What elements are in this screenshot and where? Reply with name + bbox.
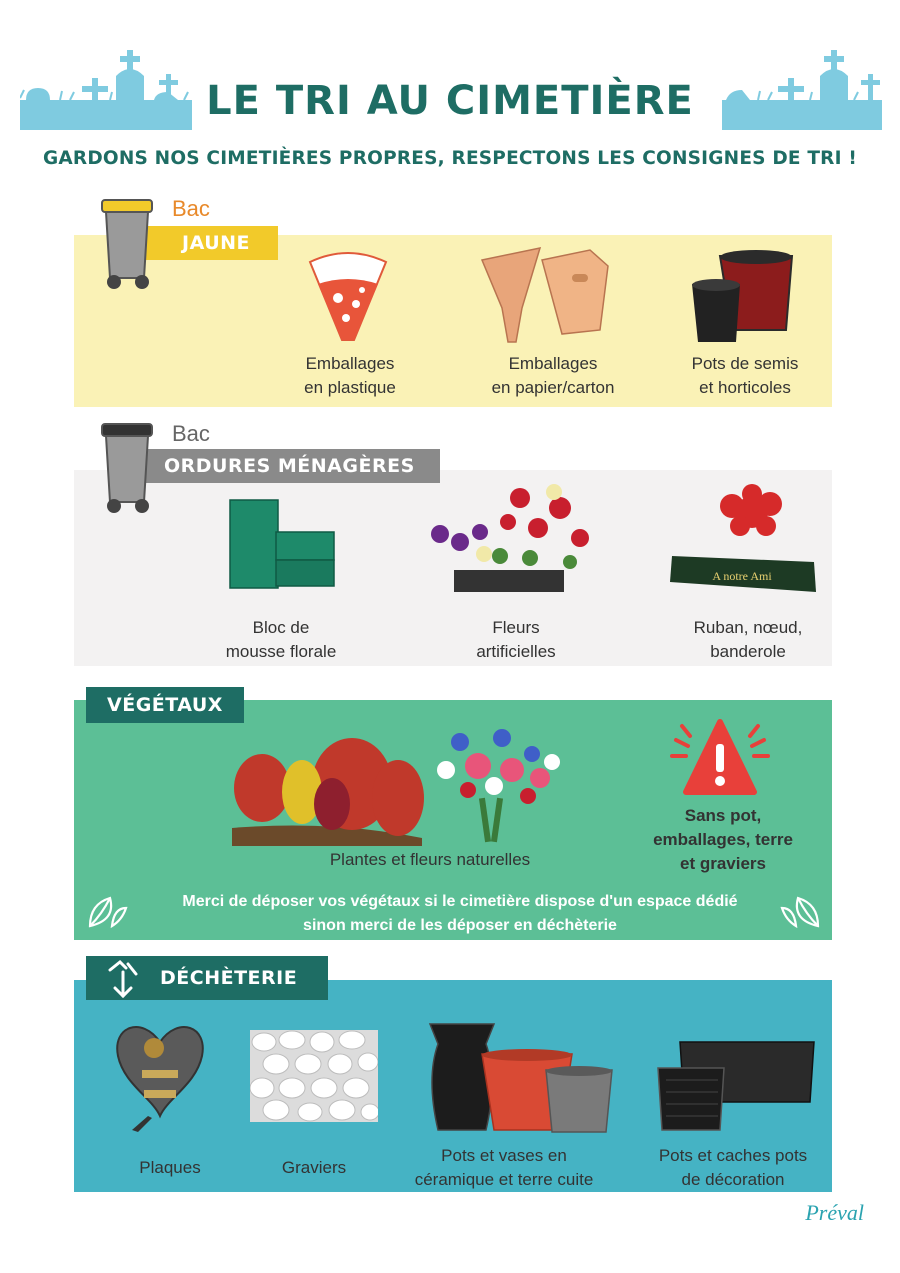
plastic-wrap-icon <box>304 248 392 344</box>
page-title: LE TRI AU CIMETIÈRE <box>206 78 694 124</box>
plaque-icon <box>112 1018 208 1134</box>
ceramic-vases-icon <box>424 1018 616 1134</box>
recycling-center-icon <box>102 958 144 1000</box>
artificial-flowers-icon <box>420 478 600 598</box>
gravel-icon <box>250 1030 378 1122</box>
decorative-pots-icon <box>654 1036 818 1132</box>
decheterie-tag-label: DÉCHÈTERIE <box>160 967 298 989</box>
page-subtitle: GARDONS NOS CIMETIÈRES PROPRES, RESPECTONS LES CONSIGNES DE TRI ! <box>42 148 857 169</box>
jaune-tag-label: JAUNE <box>182 232 250 254</box>
plants-caption: Plantes et fleurs naturelles <box>329 850 531 869</box>
warning-caption: Sans pot, emballages, terre et graviers <box>653 806 793 873</box>
ordures-item-1-caption: Bloc de mousse florale <box>225 618 337 661</box>
jaune-bac-label: Bac <box>172 196 210 221</box>
ordures-item-3-caption: Ruban, nœud, banderole <box>693 618 803 661</box>
ordures-tag-label: ORDURES MÉNAGÈRES <box>164 455 415 477</box>
vegetaux-tag <box>86 687 244 723</box>
floral-foam-icon <box>226 496 338 592</box>
grey-bin-icon <box>96 422 158 514</box>
ordures-item-2-caption: Fleurs artificielles <box>476 618 556 661</box>
leaf-left-icon <box>86 890 130 930</box>
jaune-item-1-caption: Emballages en plastique <box>304 354 396 397</box>
jaune-item-2-caption: Emballages en papier/carton <box>491 354 615 397</box>
vegetaux-notice: Merci de déposer vos végétaux si le cimetière dispose d'un espace dédié sinon merci de les déposer en déchèterie <box>182 893 738 934</box>
decheterie-item-2-caption: Graviers <box>281 1158 347 1177</box>
ordures-bac-label: Bac <box>172 421 210 446</box>
jaune-item-3-caption: Pots de semis et horticoles <box>691 354 799 397</box>
preval-logo: Préval <box>805 1200 864 1225</box>
decheterie-item-4-caption: Pots et caches pots de décoration <box>658 1146 808 1189</box>
decheterie-item-3-caption: Pots et vases en céramique et terre cuite <box>414 1146 594 1189</box>
seedling-pots-icon <box>690 248 796 346</box>
decheterie-item-1-caption: Plaques <box>139 1158 201 1177</box>
vegetaux-tag-label: VÉGÉTAUX <box>107 694 223 716</box>
ribbon-text: A notre Ami <box>712 569 772 583</box>
natural-plants-icon <box>232 728 572 846</box>
ribbon-bow-icon <box>666 484 820 596</box>
warning-icon <box>668 716 772 798</box>
paper-wrap-icon <box>478 244 612 348</box>
yellow-bin-icon <box>96 198 158 290</box>
